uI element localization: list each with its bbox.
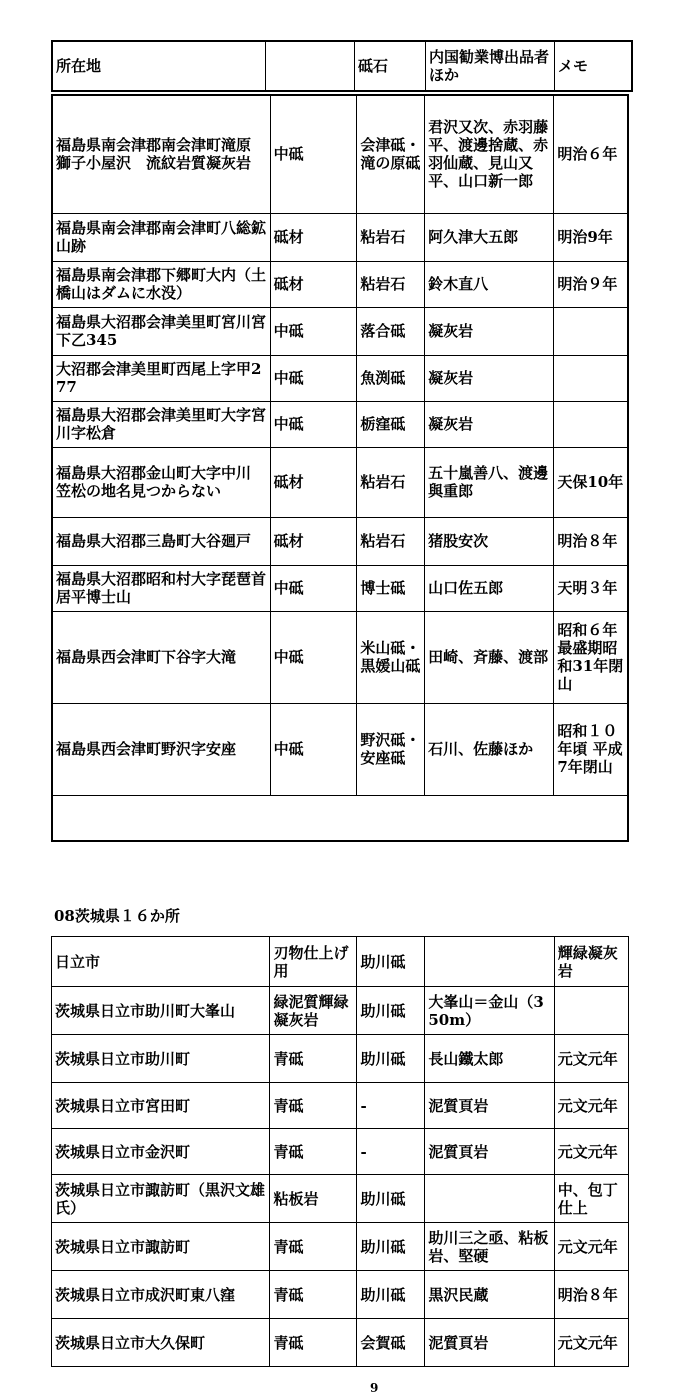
table-row bbox=[52, 261, 628, 307]
cell-location: 茨城県日立市大久保町 bbox=[52, 1319, 270, 1367]
cell-memo: 元文元年 bbox=[554, 1035, 628, 1083]
cell-memo: 元文元年 bbox=[554, 1223, 628, 1271]
cell-memo bbox=[554, 401, 628, 447]
cell-memo: 昭和１０年頃 平成7年閉山 bbox=[554, 703, 628, 795]
cell-type: 粘板岩 bbox=[270, 1175, 357, 1223]
cell-type: 砥材 bbox=[270, 261, 357, 307]
cell-location: 福島県大沼郡昭和村大字琵琶首居平博士山 bbox=[52, 565, 270, 611]
table-row bbox=[52, 1035, 629, 1083]
cell-note: 泥質頁岩 bbox=[425, 1319, 554, 1367]
cell-type: 中砥 bbox=[270, 703, 357, 795]
cell-exhibitor: 猪股安次 bbox=[425, 517, 554, 565]
cell-location: 福島県南会津郡南会津町滝原 獅子小屋沢 流紋岩質凝灰岩 bbox=[52, 95, 270, 213]
cell-memo bbox=[554, 355, 628, 401]
cell-type: 砥材 bbox=[270, 517, 357, 565]
cell-memo: 元文元年 bbox=[554, 1083, 628, 1129]
table-row bbox=[52, 307, 628, 355]
cell-whetstone: 助川砥 bbox=[357, 1223, 425, 1271]
cell-exhibitor: 石川、佐藤ほか bbox=[425, 703, 554, 795]
cell-type: 刃物仕上げ用 bbox=[270, 937, 357, 987]
cell-type: 青砥 bbox=[270, 1129, 357, 1175]
table-row bbox=[52, 1319, 629, 1367]
fukushima-table bbox=[51, 94, 629, 842]
table-row bbox=[52, 1271, 629, 1319]
cell-whetstone: 助川砥 bbox=[357, 1035, 425, 1083]
cell-whetstone: 野沢砥・安座砥 bbox=[357, 703, 425, 795]
table-row bbox=[52, 703, 628, 795]
cell-type: 緑泥質輝緑凝灰岩 bbox=[270, 987, 357, 1035]
ibaraki-table bbox=[51, 936, 629, 1367]
cell-location: 福島県大沼郡金山町大字中川 笠松の地名見つからない bbox=[52, 447, 270, 517]
cell-location: 福島県大沼郡三島町大谷廻戸 bbox=[52, 517, 270, 565]
cell-whetstone: 粘岩石 bbox=[357, 213, 425, 261]
cell-type: 中砥 bbox=[270, 307, 357, 355]
cell-whetstone: - bbox=[357, 1083, 425, 1129]
header-exhibitor: 内国勧業博出品者ほか bbox=[426, 41, 555, 91]
cell-type: 青砥 bbox=[270, 1271, 357, 1319]
cell-note: 泥質頁岩 bbox=[425, 1083, 554, 1129]
cell-location: 茨城県日立市成沢町東八窪 bbox=[52, 1271, 270, 1319]
cell-note: 大峯山＝金山（350m） bbox=[425, 987, 554, 1035]
header-row bbox=[52, 41, 632, 91]
header-location: 所在地 bbox=[52, 41, 266, 91]
cell-whetstone: 助川砥 bbox=[357, 1271, 425, 1319]
table-row bbox=[52, 447, 628, 517]
cell-type: 砥材 bbox=[270, 213, 357, 261]
cell-exhibitor: 五十嵐善八、渡邊與重郎 bbox=[425, 447, 554, 517]
table-row bbox=[52, 937, 629, 987]
cell-memo: 元文元年 bbox=[554, 1129, 628, 1175]
table-row-empty bbox=[52, 795, 628, 841]
table-row bbox=[52, 1223, 629, 1271]
table-row bbox=[52, 213, 628, 261]
table-row bbox=[52, 611, 628, 703]
cell-note: 長山鐵太郎 bbox=[425, 1035, 554, 1083]
cell-memo bbox=[554, 987, 628, 1035]
table-row bbox=[52, 987, 629, 1035]
cell-exhibitor: 凝灰岩 bbox=[425, 401, 554, 447]
cell-exhibitor: 山口佐五郎 bbox=[425, 565, 554, 611]
header-whetstone: 砥石 bbox=[355, 41, 426, 91]
cell-location: 福島県南会津郡南会津町八総鉱山跡 bbox=[52, 213, 270, 261]
cell-type: 砥材 bbox=[270, 447, 357, 517]
cell-whetstone: 博士砥 bbox=[357, 565, 425, 611]
cell-note: 黒沢民蔵 bbox=[425, 1271, 554, 1319]
cell-type: 青砥 bbox=[270, 1319, 357, 1367]
table-row bbox=[52, 565, 628, 611]
section-caption: 08茨城県１６か所 bbox=[54, 907, 180, 925]
header-blank bbox=[266, 41, 355, 91]
cell-note bbox=[425, 937, 554, 987]
table-row bbox=[52, 1129, 629, 1175]
cell-whetstone: 会津砥・滝の原砥 bbox=[357, 95, 425, 213]
cell-note: 泥質頁岩 bbox=[425, 1129, 554, 1175]
cell-memo: 明治9年 bbox=[554, 213, 628, 261]
table-row bbox=[52, 401, 628, 447]
cell-location: 茨城県日立市助川町大峯山 bbox=[52, 987, 270, 1035]
cell-whetstone: 魚渕砥 bbox=[357, 355, 425, 401]
cell-whetstone: 助川砥 bbox=[357, 987, 425, 1035]
cell-type: 中砥 bbox=[270, 401, 357, 447]
cell-exhibitor: 鈴木直八 bbox=[425, 261, 554, 307]
cell-whetstone: - bbox=[357, 1129, 425, 1175]
cell-whetstone: 栃窪砥 bbox=[357, 401, 425, 447]
cell-whetstone: 落合砥 bbox=[357, 307, 425, 355]
cell-type: 中砥 bbox=[270, 95, 357, 213]
cell-whetstone: 粘岩石 bbox=[357, 447, 425, 517]
cell-type: 中砥 bbox=[270, 355, 357, 401]
cell-exhibitor: 君沢又次、赤羽藤平、渡邊捨蔵、赤羽仙蔵、見山又平、山口新一郎 bbox=[425, 95, 554, 213]
cell-type: 中砥 bbox=[270, 611, 357, 703]
cell-whetstone: 米山砥・黒媛山砥 bbox=[357, 611, 425, 703]
cell-memo: 明治９年 bbox=[554, 261, 628, 307]
cell-exhibitor: 凝灰岩 bbox=[425, 355, 554, 401]
cell-whetstone: 粘岩石 bbox=[357, 261, 425, 307]
cell-location: 茨城県日立市金沢町 bbox=[52, 1129, 270, 1175]
cell-note bbox=[425, 1175, 554, 1223]
cell-memo: 輝緑凝灰岩 bbox=[554, 937, 628, 987]
cell-exhibitor: 阿久津大五郎 bbox=[425, 213, 554, 261]
cell-exhibitor: 凝灰岩 bbox=[425, 307, 554, 355]
cell-location: 大沼郡会津美里町西尾上字甲277 bbox=[52, 355, 270, 401]
table-row bbox=[52, 517, 628, 565]
cell-memo: 明治８年 bbox=[554, 517, 628, 565]
table-row bbox=[52, 1175, 629, 1223]
cell-memo bbox=[554, 307, 628, 355]
cell-whetstone: 助川砥 bbox=[357, 937, 425, 987]
cell-location: 茨城県日立市助川町 bbox=[52, 1035, 270, 1083]
cell-memo: 明治８年 bbox=[554, 1271, 628, 1319]
cell-memo: 天保10年 bbox=[554, 447, 628, 517]
cell-memo: 元文元年 bbox=[554, 1319, 628, 1367]
cell-location: 茨城県日立市諏訪町 bbox=[52, 1223, 270, 1271]
cell-whetstone: 会賀砥 bbox=[357, 1319, 425, 1367]
table-row bbox=[52, 355, 628, 401]
cell-location: 福島県大沼郡会津美里町大字宮川字松倉 bbox=[52, 401, 270, 447]
cell-memo: 天明３年 bbox=[554, 565, 628, 611]
header-table bbox=[51, 40, 633, 92]
cell-location: 福島県南会津郡下郷町大内（土橋山はダムに水没） bbox=[52, 261, 270, 307]
cell-memo: 昭和６年最盛期昭和31年閉山 bbox=[554, 611, 628, 703]
cell-location: 福島県大沼郡会津美里町宮川宮下乙345 bbox=[52, 307, 270, 355]
cell-location: 茨城県日立市諏訪町（黒沢文雄氏） bbox=[52, 1175, 270, 1223]
cell-memo: 明治６年 bbox=[554, 95, 628, 213]
table-row bbox=[52, 95, 628, 213]
cell-type: 青砥 bbox=[270, 1223, 357, 1271]
cell-location: 日立市 bbox=[52, 937, 270, 987]
cell-location: 福島県西会津町下谷字大滝 bbox=[52, 611, 270, 703]
cell-location: 福島県西会津町野沢字安座 bbox=[52, 703, 270, 795]
table-row bbox=[52, 1083, 629, 1129]
cell-whetstone: 助川砥 bbox=[357, 1175, 425, 1223]
empty-cell bbox=[52, 795, 628, 841]
cell-location: 茨城県日立市宮田町 bbox=[52, 1083, 270, 1129]
header-memo: メモ bbox=[555, 41, 633, 91]
cell-type: 青砥 bbox=[270, 1035, 357, 1083]
cell-type: 青砥 bbox=[270, 1083, 357, 1129]
cell-exhibitor: 田崎、斉藤、渡部 bbox=[425, 611, 554, 703]
cell-memo: 中、包丁仕上 bbox=[554, 1175, 628, 1223]
cell-whetstone: 粘岩石 bbox=[357, 517, 425, 565]
cell-note: 助川三之亟、粘板岩、堅硬 bbox=[425, 1223, 554, 1271]
page-number: 9 bbox=[370, 1381, 379, 1395]
cell-type: 中砥 bbox=[270, 565, 357, 611]
